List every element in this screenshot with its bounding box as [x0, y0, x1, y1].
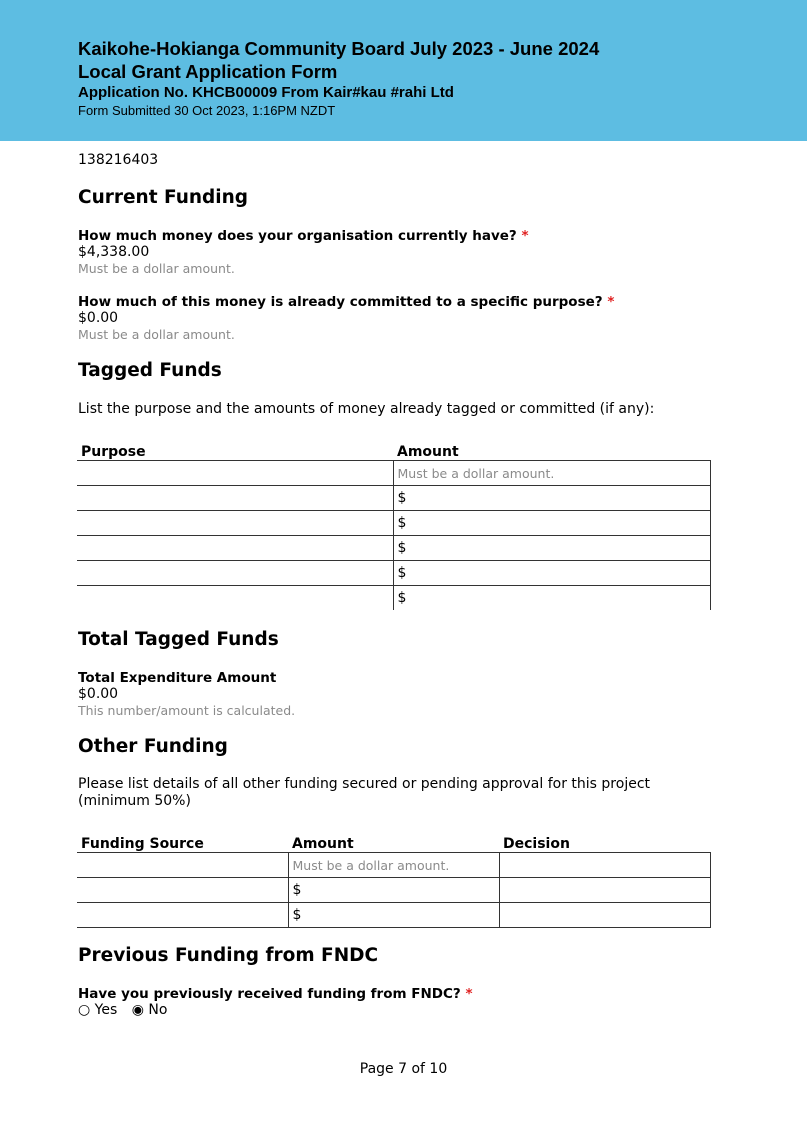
submitted-date: Form Submitted 30 Oct 2023, 1:16PM NZDT [78, 103, 336, 118]
table-header-row [77, 829, 710, 853]
section-heading-previous-funding: Previous Funding from FNDC [78, 945, 379, 966]
application-number: Application No. KHCB00009 From Kair#kau #rahi Ltd [78, 84, 454, 101]
purpose-cell [77, 586, 393, 611]
purpose-cell [77, 461, 393, 486]
total-expenditure-hint: This number/amount is calculated. [78, 703, 296, 718]
amount-hint-cell: Must be a dollar amount. [393, 461, 710, 486]
previous-funding-options [78, 1002, 167, 1018]
radio-option-no[interactable] [132, 1002, 168, 1018]
committed-money-value: $0.00 [78, 310, 119, 326]
decision-cell [499, 853, 710, 878]
column-header-amount: Amount [397, 444, 459, 460]
funding-source-cell [77, 853, 288, 878]
column-header-decision: Decision [503, 836, 570, 852]
table-row [77, 561, 710, 586]
radio-selected-icon[interactable]: ◉ [131, 1002, 144, 1018]
table-row [77, 903, 710, 928]
funding-source-cell [77, 903, 288, 928]
form-title: Local Grant Application Form [78, 61, 338, 82]
amount-cell: $ [393, 536, 710, 561]
amount-cell: $ [393, 511, 710, 536]
other-funding-instruction: Please list details of all other funding secured or pending approval for this project (minimum 50%) [78, 776, 651, 809]
question-label: Have you previously received funding from FNDC? [78, 986, 461, 1002]
total-expenditure-value: $0.00 [78, 686, 119, 702]
table-row [77, 486, 710, 511]
amount-cell: $ [393, 486, 710, 511]
form-header [0, 0, 807, 141]
decision-cell [499, 878, 710, 903]
radio-unselected-icon[interactable]: ○ [78, 1002, 91, 1018]
tagged-funds-table [77, 437, 711, 610]
column-header-funding-source: Funding Source [81, 836, 204, 852]
section-heading-tagged-funds: Tagged Funds [78, 360, 222, 381]
required-asterisk: * [607, 294, 615, 310]
radio-label: Yes [94, 1002, 118, 1018]
column-header-purpose: Purpose [81, 444, 146, 460]
amount-cell: $ [288, 878, 499, 903]
table-row [77, 878, 710, 903]
table-row [77, 536, 710, 561]
amount-cell: $ [393, 586, 710, 611]
page-number: Page 7 of 10 [359, 1061, 448, 1077]
column-header-amount: Amount [292, 836, 354, 852]
question-current-money [78, 228, 529, 244]
purpose-cell [77, 511, 393, 536]
amount-cell: $ [393, 561, 710, 586]
purpose-cell [77, 536, 393, 561]
question-label: How much money does your organisation currently have? [78, 228, 517, 244]
purpose-cell [77, 486, 393, 511]
current-money-value: $4,338.00 [78, 244, 150, 260]
table-hint-row [77, 853, 710, 878]
question-committed-money [78, 294, 614, 310]
section-heading-other-funding: Other Funding [78, 736, 228, 757]
radio-label: No [148, 1002, 168, 1018]
decision-cell [499, 903, 710, 928]
board-title: Kaikohe-Hokianga Community Board July 2023 - June 2024 [78, 38, 600, 59]
question-label: How much of this money is already committed to a specific purpose? [78, 294, 603, 310]
required-asterisk: * [521, 228, 529, 244]
amount-cell: $ [288, 903, 499, 928]
other-funding-table [77, 829, 711, 928]
committed-money-hint: Must be a dollar amount. [78, 327, 235, 342]
funding-source-cell [77, 878, 288, 903]
table-row [77, 511, 710, 536]
required-asterisk: * [465, 986, 473, 1002]
table-header-row [77, 437, 710, 461]
table-hint-row [77, 461, 710, 486]
section-heading-current-funding: Current Funding [78, 187, 249, 208]
tagged-funds-instruction: List the purpose and the amounts of money already tagged or committed (if any): [78, 401, 655, 417]
question-previous-funding [78, 986, 473, 1002]
total-expenditure-label: Total Expenditure Amount [78, 670, 277, 686]
radio-option-yes[interactable] [78, 1002, 122, 1018]
table-row [77, 586, 710, 611]
section-heading-total-tagged-funds: Total Tagged Funds [78, 629, 279, 650]
amount-hint-cell: Must be a dollar amount. [288, 853, 499, 878]
current-money-hint: Must be a dollar amount. [78, 261, 235, 276]
purpose-cell [77, 561, 393, 586]
reference-number: 138216403 [78, 152, 159, 168]
